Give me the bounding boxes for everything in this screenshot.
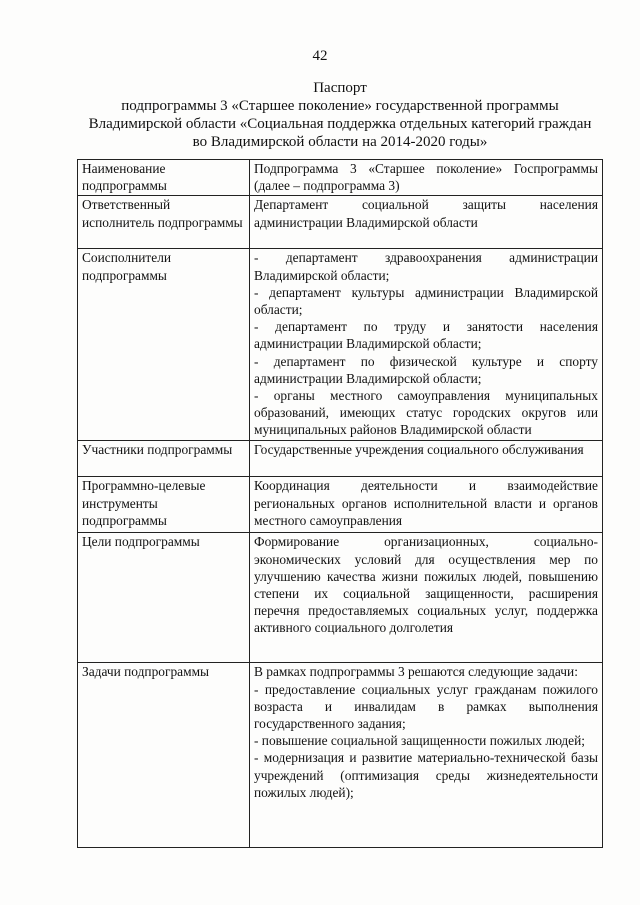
title-line-2: подпрограммы 3 «Старшее поколение» государственной программы	[121, 98, 559, 114]
value-line: - повышение социальной защищенности пожилых людей;	[254, 733, 586, 749]
row-value	[250, 441, 603, 477]
row-label: Участники подпрограммы	[78, 441, 250, 477]
passport-title	[70, 79, 610, 151]
row-value	[250, 533, 603, 663]
value-line: - департамент здравоохранения администрации Владимирской области;	[254, 250, 598, 283]
row-label: Цели подпрограммы	[78, 533, 250, 663]
value-line: - департамент культуры администрации Владимирской области;	[254, 284, 598, 318]
value-line: Подпрограмма 3 «Старшее поколение» Госпрограммы (далее – подпрограмма 3)	[254, 161, 598, 194]
value-line: Департамент социальной защиты населения администрации Владимирской области	[254, 197, 598, 230]
row-value	[250, 477, 603, 533]
value-line: Формирование организационных, социально-экономических условий для осуществления мер по улучшению качества жизни пожилых людей, повышению степени их социальной защищенности, расширения перечня предоставляемых социальных услуг, поддержка активного социального долголетия	[254, 534, 598, 636]
row-label: Ответственный исполнитель подпрограммы	[78, 196, 250, 249]
value-line: - департамент по физической культуре и спорту администрации Владимирской области;	[254, 353, 598, 386]
row-label: Соисполнители подпрограммы	[78, 249, 250, 441]
title-line-4: во Владимирской области на 2014-2020 годы»	[192, 134, 488, 150]
passport-table	[77, 159, 603, 848]
value-line: - департамент по труду и занятости населения администрации Владимирской области;	[254, 319, 598, 352]
value-line: В рамках подпрограммы 3 решаются следующие задачи:	[254, 664, 578, 680]
title-line-3: Владимирской области «Социальная поддержка отдельных категорий граждан	[88, 116, 592, 132]
page-number: 42	[312, 48, 328, 64]
value-line: - органы местного самоуправления муниципальных образований, имеющих статус городских округов или муниципальных районов Владимирской области	[254, 388, 598, 438]
value-line: Координация деятельности и взаимодействие региональных органов исполнительной власти и органов местного самоуправления	[254, 478, 598, 528]
value-line: - модернизация и развитие материально-технической базы учреждений (оптимизация среды жизнедеятельности пожилых людей);	[254, 750, 598, 800]
table-row-coexecutors	[78, 249, 603, 441]
row-value	[250, 196, 603, 249]
table-row-instruments	[78, 477, 603, 533]
table-row-name	[78, 160, 603, 196]
row-label: Программно-целевые инструменты подпрограммы	[78, 477, 250, 533]
table-row-responsible	[78, 196, 603, 249]
row-label: Задачи подпрограммы	[78, 663, 250, 848]
value-line: Государственные учреждения социального обслуживания	[254, 442, 584, 458]
row-value	[250, 160, 603, 196]
title-line-1: Паспорт	[313, 80, 367, 96]
table-row-goals	[78, 533, 603, 663]
row-value	[250, 249, 603, 441]
value-line: - предоставление социальных услуг гражданам пожилого возраста и инвалидам в рамках выполнения государственного задания;	[254, 681, 598, 732]
row-value	[250, 663, 603, 848]
table-row-participants	[78, 441, 603, 477]
row-label: Наименование подпрограммы	[78, 160, 250, 196]
table-row-tasks	[78, 663, 603, 848]
